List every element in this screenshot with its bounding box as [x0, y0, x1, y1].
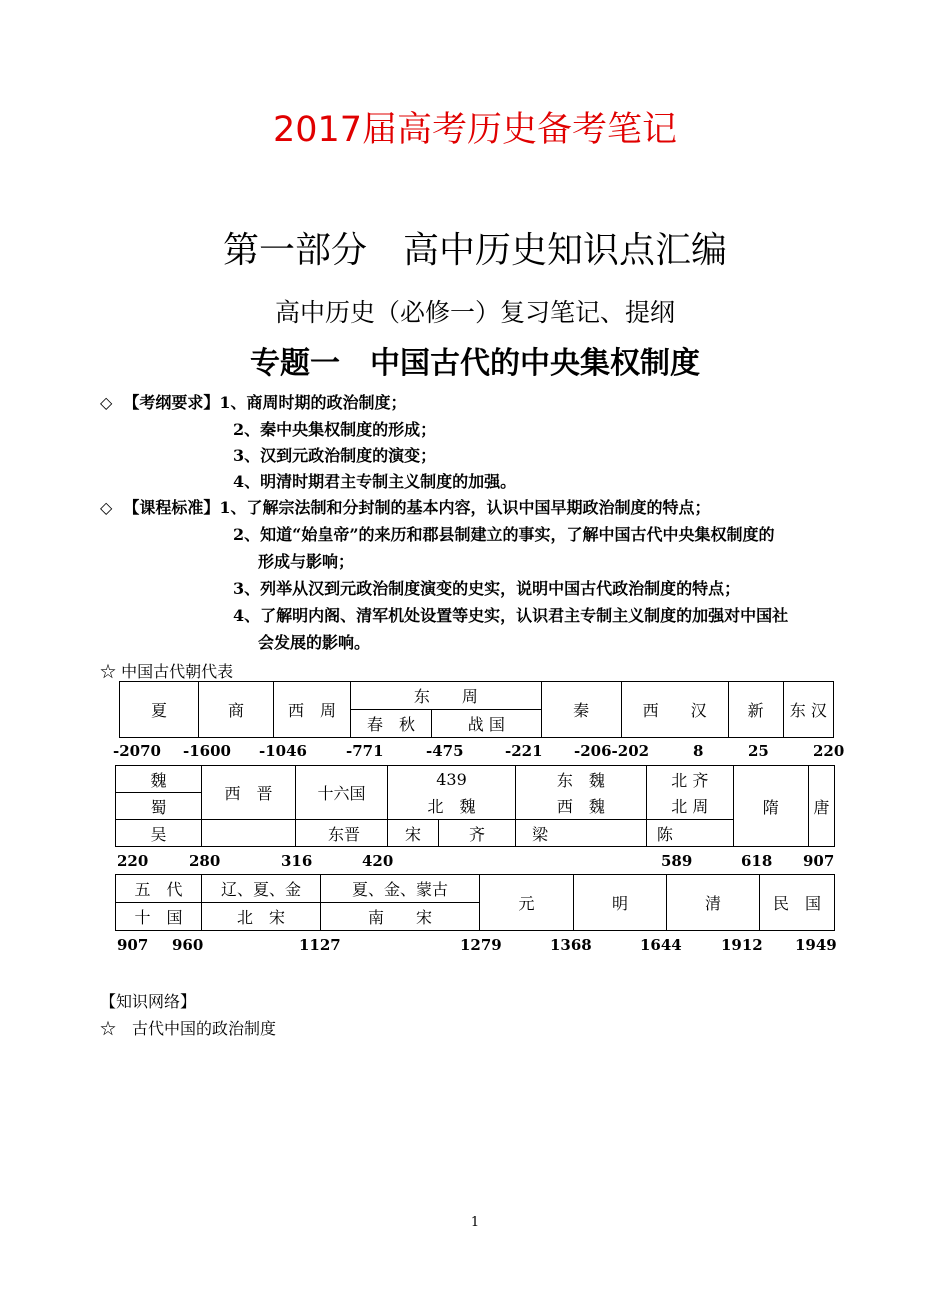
kaogang-block: [100, 390, 407, 413]
cell-chunqiu: 春 秋: [351, 710, 432, 738]
year-label: -1600: [183, 742, 231, 760]
year-label: 280: [189, 852, 221, 870]
year-label: -1046: [259, 742, 307, 760]
kecheng-item: 2、知道“始皇帝”的来历和郡县制建立的事实，了解中国古代中央集权制度的: [233, 525, 775, 544]
cell-xijin: 西 晋: [202, 766, 296, 820]
cell-shang: 商: [199, 682, 274, 738]
dynasty-table-1: [119, 681, 834, 738]
dynasty-heading: ☆ 中国古代朝代表: [100, 662, 234, 681]
cell-xjm: 夏、金、蒙古: [321, 875, 480, 903]
cell-song: 宋: [388, 820, 439, 847]
cell-qi: 齐: [439, 820, 516, 847]
cell-liang: 梁: [516, 820, 647, 847]
year-label: 960: [172, 936, 204, 954]
year-label: 1127: [299, 936, 341, 954]
cell-qin: 秦: [541, 682, 621, 738]
year-label: 1949: [795, 936, 837, 954]
cell-nansong: 南 宋: [321, 903, 480, 931]
cell-beiqi: 北 齐: [646, 766, 733, 793]
kecheng-block: [100, 495, 711, 518]
year-label: 1368: [550, 936, 592, 954]
cell-minguo: 民 国: [760, 875, 835, 931]
dynasty-table-2: [115, 765, 835, 847]
cell-shiliuguo: 十六国: [296, 766, 388, 820]
year-row-1: [0, 742, 950, 762]
cell-donghan: 东 汉: [783, 682, 833, 738]
subtitle: 高中历史（必修一）复习笔记、提纲: [274, 298, 675, 327]
year-label: 420: [362, 852, 394, 870]
kecheng-item: 3、列举从汉到元政治制度演变的史实，说明中国古代政治制度的特点；: [233, 579, 741, 598]
network-label: 【知识网络】: [100, 992, 197, 1011]
year-label: 8: [693, 742, 704, 760]
year-label: -2070: [113, 742, 161, 760]
year-row-3: [0, 936, 950, 956]
cell-wei: 魏: [116, 766, 202, 793]
kaogang-label: 【考纲要求】: [123, 393, 220, 412]
cell-shu: 蜀: [116, 793, 202, 820]
kecheng-item: 4、了解明内阁、清军机处设置等史实，认识君主专制主义制度的加强对中国社: [233, 606, 789, 625]
kecheng-item: 形成与影响；: [258, 552, 355, 571]
year-label: 220: [117, 852, 149, 870]
year-label: -221: [505, 742, 543, 760]
part-title: 第一部分 高中历史知识点汇编: [222, 230, 727, 271]
network-item: ☆ 古代中国的政治制度: [100, 1019, 277, 1038]
year-label: 1644: [640, 936, 682, 954]
cell-qing: 清: [667, 875, 760, 931]
year-label: 220: [813, 742, 845, 760]
cell-ming: 明: [574, 875, 667, 931]
cell-empty: [202, 820, 296, 847]
cell-beizhou: 北 周: [646, 793, 733, 820]
cell-zhanguo: 战 国: [432, 710, 542, 738]
cell-wu: 吴: [116, 820, 202, 847]
dynasty-table-3: [115, 874, 835, 931]
cell-xia: 夏: [120, 682, 199, 738]
year-label: 618: [741, 852, 773, 870]
cell-xiwei: 西 魏: [516, 793, 647, 820]
cell-beisong: 北 宋: [202, 903, 321, 931]
cell-xihan: 西 汉: [621, 682, 728, 738]
kaogang-item: 3、汉到元政治制度的演变；: [233, 446, 437, 465]
year-label: 1912: [721, 936, 763, 954]
cell-lxj: 辽、夏、金: [202, 875, 321, 903]
kecheng-item: 会发展的影响。: [258, 633, 371, 652]
topic-title: 专题一 中国古代的中央集权制度: [250, 346, 700, 381]
year-row-2: [0, 852, 950, 872]
cell-yuan: 元: [480, 875, 574, 931]
diamond-icon: ◇: [100, 393, 113, 412]
year-label: 1279: [460, 936, 502, 954]
year-label: 25: [748, 742, 769, 760]
kecheng-label: 【课程标准】: [123, 498, 220, 517]
document-title: 2017届高考历史备考笔记: [272, 110, 678, 150]
year-label: -206-202: [574, 742, 650, 760]
cell-xizhou: 西 周: [274, 682, 351, 738]
diamond-icon: ◇: [100, 498, 113, 517]
year-label: 589: [661, 852, 693, 870]
year-label: 907: [803, 852, 835, 870]
page-number: 1: [470, 1215, 480, 1230]
cell-sui: 隋: [733, 766, 808, 847]
cell-tang: 唐: [808, 766, 834, 847]
year-label: 907: [117, 936, 149, 954]
cell-shiguo: 十 国: [116, 903, 202, 931]
cell-beiwei: 北 魏: [388, 793, 516, 820]
cell-dongjin: 东晋: [296, 820, 388, 847]
cell-439: 439: [388, 766, 516, 793]
cell-xin: 新: [728, 682, 783, 738]
year-label: 316: [281, 852, 313, 870]
cell-dongzhou: 东 周: [351, 682, 542, 710]
year-label: -475: [426, 742, 464, 760]
kaogang-item: 1、商周时期的政治制度；: [219, 393, 407, 412]
kaogang-item: 2、秦中央集权制度的形成；: [233, 420, 437, 439]
kaogang-item: 4、明清时期君主专制主义制度的加强。: [233, 472, 517, 491]
kecheng-item: 1、了解宗法制和分封制的基本内容，认识中国早期政治制度的特点；: [219, 498, 711, 517]
year-label: -771: [346, 742, 384, 760]
cell-wudai: 五 代: [116, 875, 202, 903]
cell-dongwei: 东 魏: [516, 766, 647, 793]
cell-chen: 陈: [646, 820, 733, 847]
